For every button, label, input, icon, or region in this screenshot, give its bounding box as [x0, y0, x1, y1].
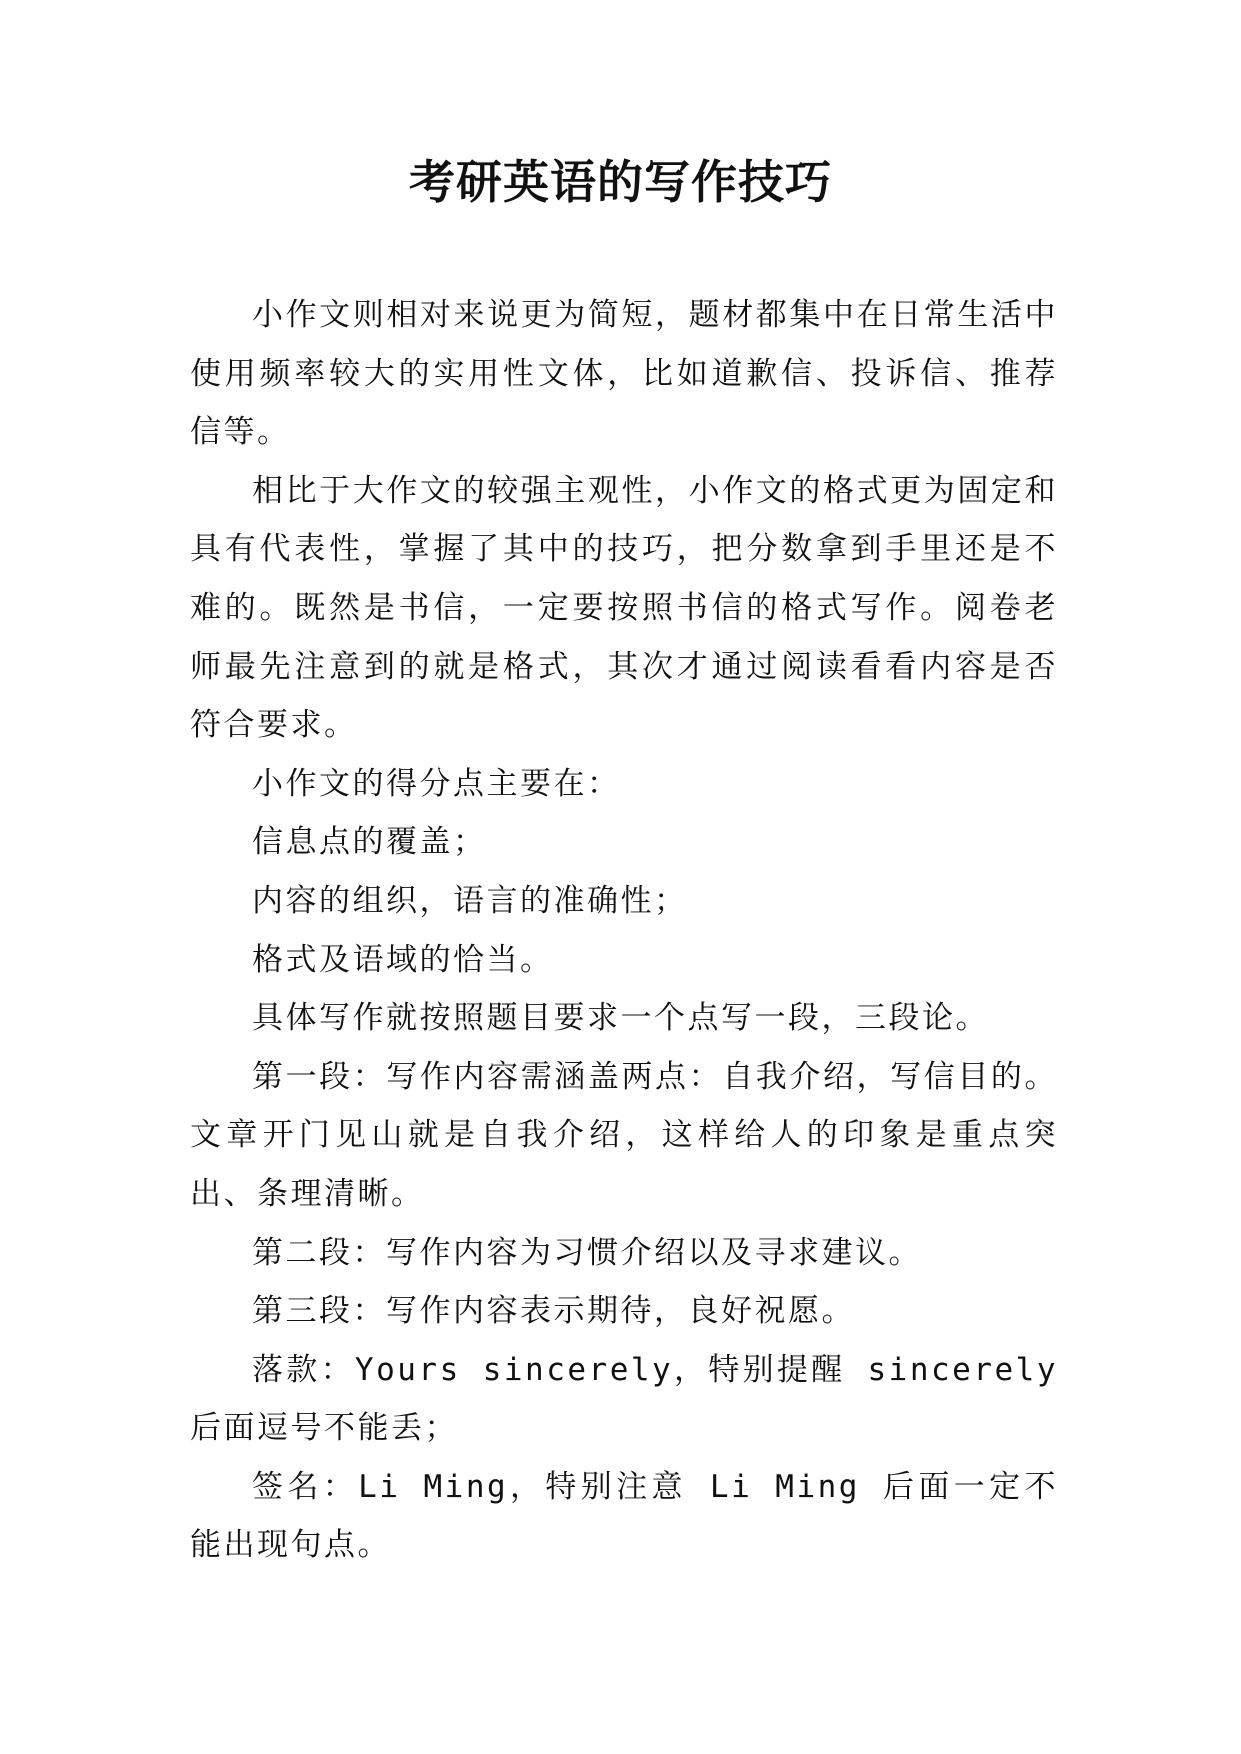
paragraph-comparison: 相比于大作文的较强主观性，小作文的格式更为固定和具有代表性，掌握了其中的技巧，把分数拿到手里还是不难的。既然是书信，一定要按照书信的格式写作。阅卷老师最先注意到的就是格式，其次才通过阅读看看内容是否符合要求。: [190, 472, 1058, 744]
paragraph-second-section: 第二段：写作内容为习惯介绍以及寻求建议。: [252, 1234, 922, 1271]
paragraph-scoring-points-heading: 小作文的得分点主要在：: [252, 765, 621, 802]
paragraph-scoring-point-1: 信息点的覆盖；: [252, 824, 487, 861]
paragraph-intro: 小作文则相对来说更为简短，题材都集中在日常生活中使用频率较大的实用性文体，比如道歉信、投诉信、推荐信等。: [190, 297, 1058, 451]
paragraph-first-section: 第一段：写作内容需涵盖两点：自我介绍，写信目的。文章开门见山就是自我介绍，这样给人的印象是重点突出、条理清晰。: [190, 1058, 1058, 1212]
paragraph-scoring-point-3: 格式及语域的恰当。: [252, 941, 554, 978]
paragraph-scoring-point-2: 内容的组织，语言的准确性；: [252, 882, 688, 919]
paragraph-third-section: 第三段：写作内容表示期待，良好祝愿。: [252, 1293, 855, 1330]
document-title: 考研英语的写作技巧: [409, 155, 832, 209]
document-body: [190, 286, 1058, 1575]
paragraph-signature: 签名：Li Ming，特别注意 Li Ming 后面一定不能出现句点。: [190, 1468, 1058, 1564]
paragraph-closing: 落款：Yours sincerely，特别提醒 sincerely 后面逗号不能丢；: [190, 1351, 1058, 1447]
paragraph-structure: 具体写作就按照题目要求一个点写一段，三段论。: [252, 1000, 989, 1037]
